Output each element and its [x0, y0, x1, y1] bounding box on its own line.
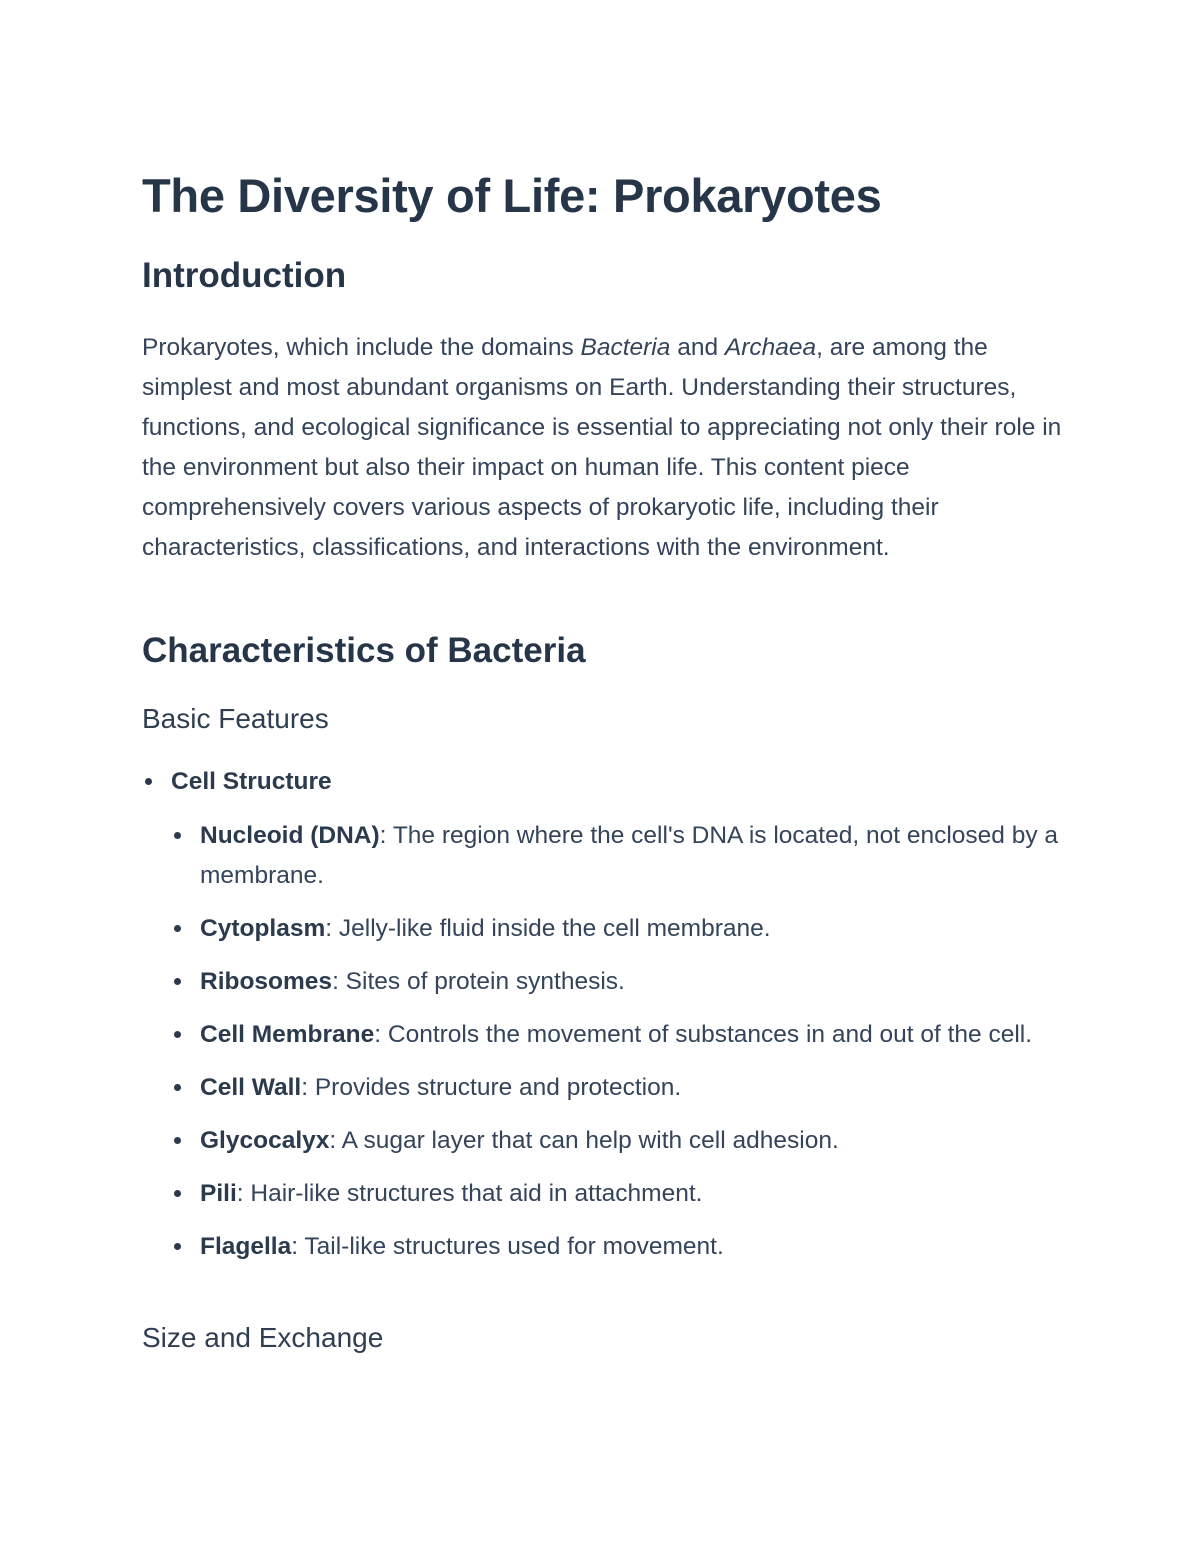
intro-text-start: Prokaryotes, which include the domains [142, 334, 581, 361]
list-item-cell-wall [171, 1068, 1060, 1108]
item-term: Pili [200, 1180, 237, 1207]
size-and-exchange-heading: Size and Exchange [142, 1322, 384, 1353]
list-item-cell-membrane [171, 1015, 1060, 1055]
page-title: The Diversity of Life: Prokaryotes [142, 169, 882, 222]
item-description: : Tail-like structures used for movement. [291, 1233, 724, 1260]
bullet-icon [174, 1137, 181, 1144]
introduction-paragraph [142, 328, 1070, 568]
cell-structure-sublist [171, 816, 1072, 1267]
bullet-icon [174, 1243, 181, 1250]
list-item-ribosomes [171, 962, 1060, 1002]
item-description: : Jelly-like fluid inside the cell membrane. [325, 915, 771, 942]
item-description: : A sugar layer that can help with cell adhesion. [329, 1127, 839, 1154]
item-term: Nucleoid (DNA) [200, 822, 380, 849]
list-item-flagella [171, 1227, 1060, 1267]
intro-text-and: and [670, 334, 725, 361]
bullet-icon [174, 978, 181, 985]
item-term: Glycocalyx [200, 1127, 330, 1154]
item-term: Flagella [200, 1233, 292, 1260]
item-description: : The region where the cell's DNA is located, not enclosed by a membrane. [200, 822, 1059, 889]
characteristics-heading: Characteristics of Bacteria [142, 631, 586, 670]
basic-features-list [142, 762, 1072, 1280]
bullet-icon [174, 1031, 181, 1038]
list-item-glycocalyx [171, 1121, 1060, 1161]
introduction-heading: Introduction [142, 256, 347, 295]
list-item-pili [171, 1174, 1060, 1214]
item-description: : Provides structure and protection. [301, 1074, 682, 1101]
cell-structure-label: Cell Structure [171, 768, 332, 795]
item-description: : Hair-like structures that aid in attachment. [236, 1180, 703, 1207]
basic-features-heading: Basic Features [142, 703, 329, 734]
list-item-nucleoid [171, 816, 1060, 896]
archaea-term: Archaea [724, 334, 817, 361]
item-description: : Controls the movement of substances in and out of the cell. [374, 1021, 1033, 1048]
list-item-cell-structure [142, 762, 1072, 1267]
item-description: : Sites of protein synthesis. [332, 968, 625, 995]
item-term: Ribosomes [200, 968, 333, 995]
bullet-icon [174, 925, 181, 932]
bullet-icon [174, 832, 181, 839]
bullet-icon [174, 1190, 181, 1197]
bacteria-term: Bacteria [580, 334, 671, 361]
item-term: Cell Membrane [200, 1021, 375, 1048]
intro-text-rest: , are among the simplest and most abundant organisms on Earth. Understanding their structures, functions, and ecological significance is essential to appreciating not only their role in the environment but also their impact on human life. This content piece comprehensively covers various aspects of prokaryotic life, including their characteristics, classifications, and interactions with the environment. [142, 334, 1062, 561]
list-item-cytoplasm [171, 909, 1060, 949]
item-term: Cell Wall [200, 1074, 302, 1101]
bullet-icon [174, 1084, 181, 1091]
bullet-icon [145, 778, 152, 785]
item-term: Cytoplasm [200, 915, 326, 942]
